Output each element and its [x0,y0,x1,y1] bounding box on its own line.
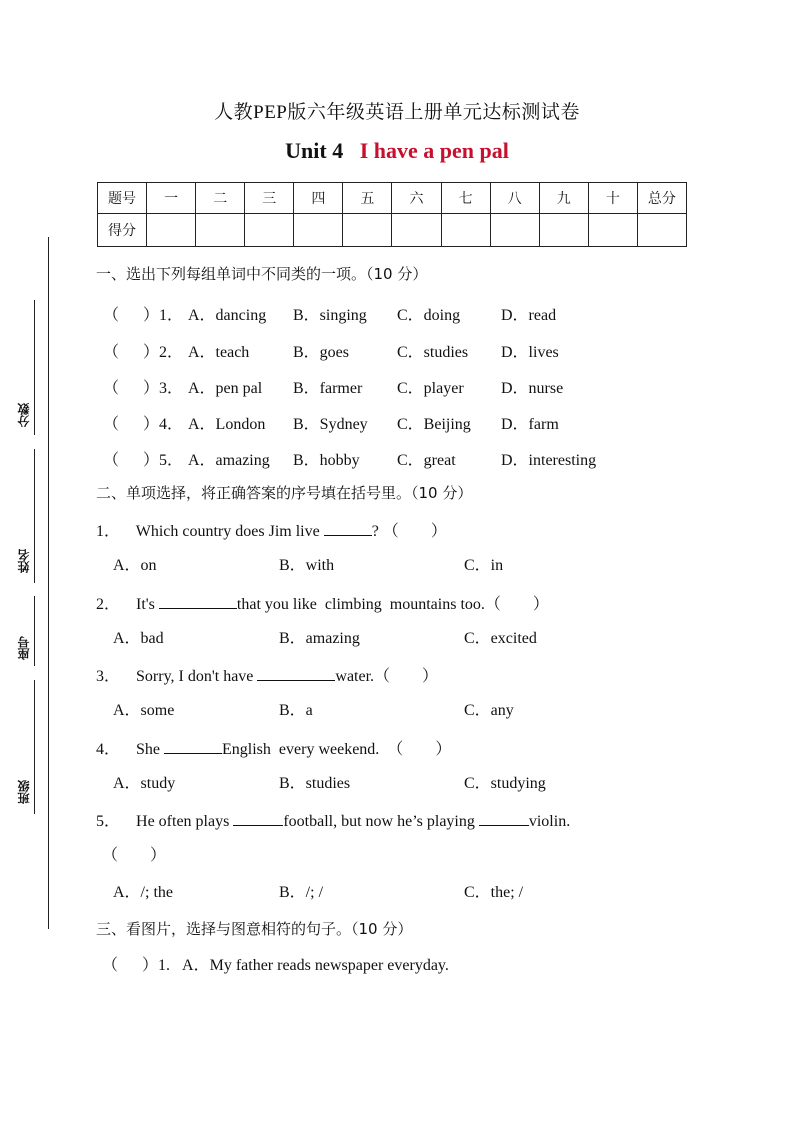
answer-paren[interactable]: （ [103,416,120,433]
paren-open: （ [102,847,119,864]
option-d: D．interesting [501,452,597,469]
option-a: A．bad [113,630,164,647]
score-entry-cell[interactable] [539,214,588,247]
option-a: A．/; the [113,884,173,901]
item-number: ）2． [143,344,184,361]
score-underline [34,300,35,435]
option-a: A．pen pal [188,380,263,397]
unit-number: Unit 4 [285,138,344,163]
item-number: ）5． [143,452,184,469]
answer-paren-close: ） [422,668,439,685]
option-b: B．amazing [279,630,360,647]
option-c: C．in [464,557,504,574]
question-number: 3． [96,668,121,685]
score-entry-cell[interactable] [245,214,294,247]
section-2-heading: 二、单项选择，将正确答案的序号填在括号里。（10 分） [96,484,473,502]
name-field[interactable] [14,449,34,583]
question-text: water.（ [335,668,391,685]
option-a: A．amazing [188,452,270,469]
score-table-header-row [98,183,687,214]
option-a: A．some [113,702,175,719]
question-text: Sorry, I don't have [136,668,258,685]
option-c: C．excited [464,630,537,647]
question-text: ? （ [371,523,399,540]
option-d: D．nurse [501,380,564,397]
option-b: B．/; / [279,884,324,901]
question-text: He often plays [136,813,234,830]
option-d: D．read [501,307,557,324]
answer-paren-close: ） [435,741,452,758]
table-cell: 六 [392,183,441,214]
answer-paren[interactable]: （ [103,380,120,397]
option-c: C．player [397,380,464,397]
answer-blank[interactable] [164,738,222,754]
option-b: B．singing [293,307,367,324]
score-entry-cell[interactable] [196,214,245,247]
score-entry-cell[interactable] [294,214,343,247]
seat-underline [34,596,35,666]
question-text: Which country does Jim live [135,523,324,540]
table-cell: 三 [245,183,294,214]
table-cell: 二 [196,183,245,214]
option-c: C．great [397,452,456,469]
table-cell: 七 [441,183,490,214]
option-b: B．a [279,702,313,719]
table-cell: 八 [490,183,539,214]
question-text: that you like climbing mountains too.（ [236,596,501,613]
option-c: C．studying [464,775,546,792]
answer-blank[interactable] [233,810,283,826]
question-number: 4． [96,741,121,758]
answer-paren-close: ） [430,523,447,540]
answer-blank[interactable] [479,810,529,826]
option-b: B．farmer [293,380,363,397]
option-a: A．dancing [188,307,267,324]
table-cell: 题号 [98,183,147,214]
score-entry-cell[interactable] [588,214,637,247]
score-entry-cell[interactable] [490,214,539,247]
question-text: She [136,741,165,758]
option-c: C．any [464,702,514,719]
table-cell: 一 [147,183,196,214]
answer-paren[interactable]: （ [103,452,120,469]
seat-field[interactable] [14,596,34,666]
answer-paren[interactable]: （ [103,307,120,324]
name-label: 姓名 [17,549,31,573]
answer-paren[interactable] [102,846,166,866]
score-entry-cell[interactable] [637,214,686,247]
option-d: D．lives [501,344,559,361]
score-table [97,182,687,247]
score-field[interactable] [14,300,34,435]
item-number: ）1. [142,957,171,974]
option-a: A．on [113,557,157,574]
answer-blank[interactable] [159,593,237,609]
score-label: 分数 [17,403,31,427]
score-entry-cell[interactable] [147,214,196,247]
option-c: C．studies [397,344,469,361]
answer-paren[interactable]: （ [102,957,119,974]
question-text: violin. [528,813,571,830]
option-c: C．doing [397,307,461,324]
option-d: D．farm [501,416,559,433]
question-2 [96,593,549,615]
option-a: A．My father reads newspaper everyday. [182,957,449,974]
table-cell: 四 [294,183,343,214]
answer-paren[interactable]: （ [103,344,120,361]
section-3-item [102,956,449,976]
question-text: English every weekend. （ [222,741,404,758]
answer-paren-close: ） [532,596,549,613]
page-title: 人教PEP版六年级英语上册单元达标测试卷 [214,102,580,123]
question-text: It's [136,596,159,613]
section-3-heading: 三、看图片，选择与图意相符的句子。（10 分） [96,920,413,938]
class-label: 班级 [17,780,31,804]
question-number: 1． [96,523,121,540]
item-number: ）3． [143,380,184,397]
table-cell: 九 [539,183,588,214]
score-entry-cell[interactable] [343,214,392,247]
unit-name: I have a pen pal [359,138,509,163]
name-underline [34,449,35,583]
table-cell: 十 [588,183,637,214]
item-number: ）4． [143,416,184,433]
item-number: ）1． [143,307,184,324]
unit-title [0,138,794,164]
option-b: B．with [279,557,335,574]
answer-blank[interactable] [257,665,335,681]
score-entry-cell[interactable] [441,214,490,247]
question-4 [96,738,451,760]
question-3 [96,665,438,687]
option-b: B．studies [279,775,351,792]
option-c: C．Beijing [397,416,471,433]
option-a: A．study [113,775,176,792]
option-a: A．London [188,416,266,433]
binding-line [48,237,49,929]
question-text: football, but now he’s playing [283,813,479,830]
question-5 [96,810,570,832]
question-number: 2． [96,596,121,613]
class-underline [34,680,35,814]
question-1 [96,520,447,542]
table-cell: 总分 [637,183,686,214]
seat-label: 座号 [17,636,31,660]
section-1-heading: 一、选出下列每组单词中不同类的一项。（10 分） [96,265,428,283]
table-cell: 得分 [98,214,147,247]
score-table-score-row [98,214,687,247]
option-b: B．goes [293,344,350,361]
paren-close: ） [150,847,167,864]
class-field[interactable] [14,680,34,814]
question-number: 5． [96,813,121,830]
answer-blank[interactable] [324,520,372,536]
option-b: B．Sydney [293,416,368,433]
score-entry-cell[interactable] [392,214,441,247]
option-c: C．the; / [464,884,524,901]
table-cell: 五 [343,183,392,214]
option-a: A．teach [188,344,250,361]
option-b: B．hobby [293,452,360,469]
